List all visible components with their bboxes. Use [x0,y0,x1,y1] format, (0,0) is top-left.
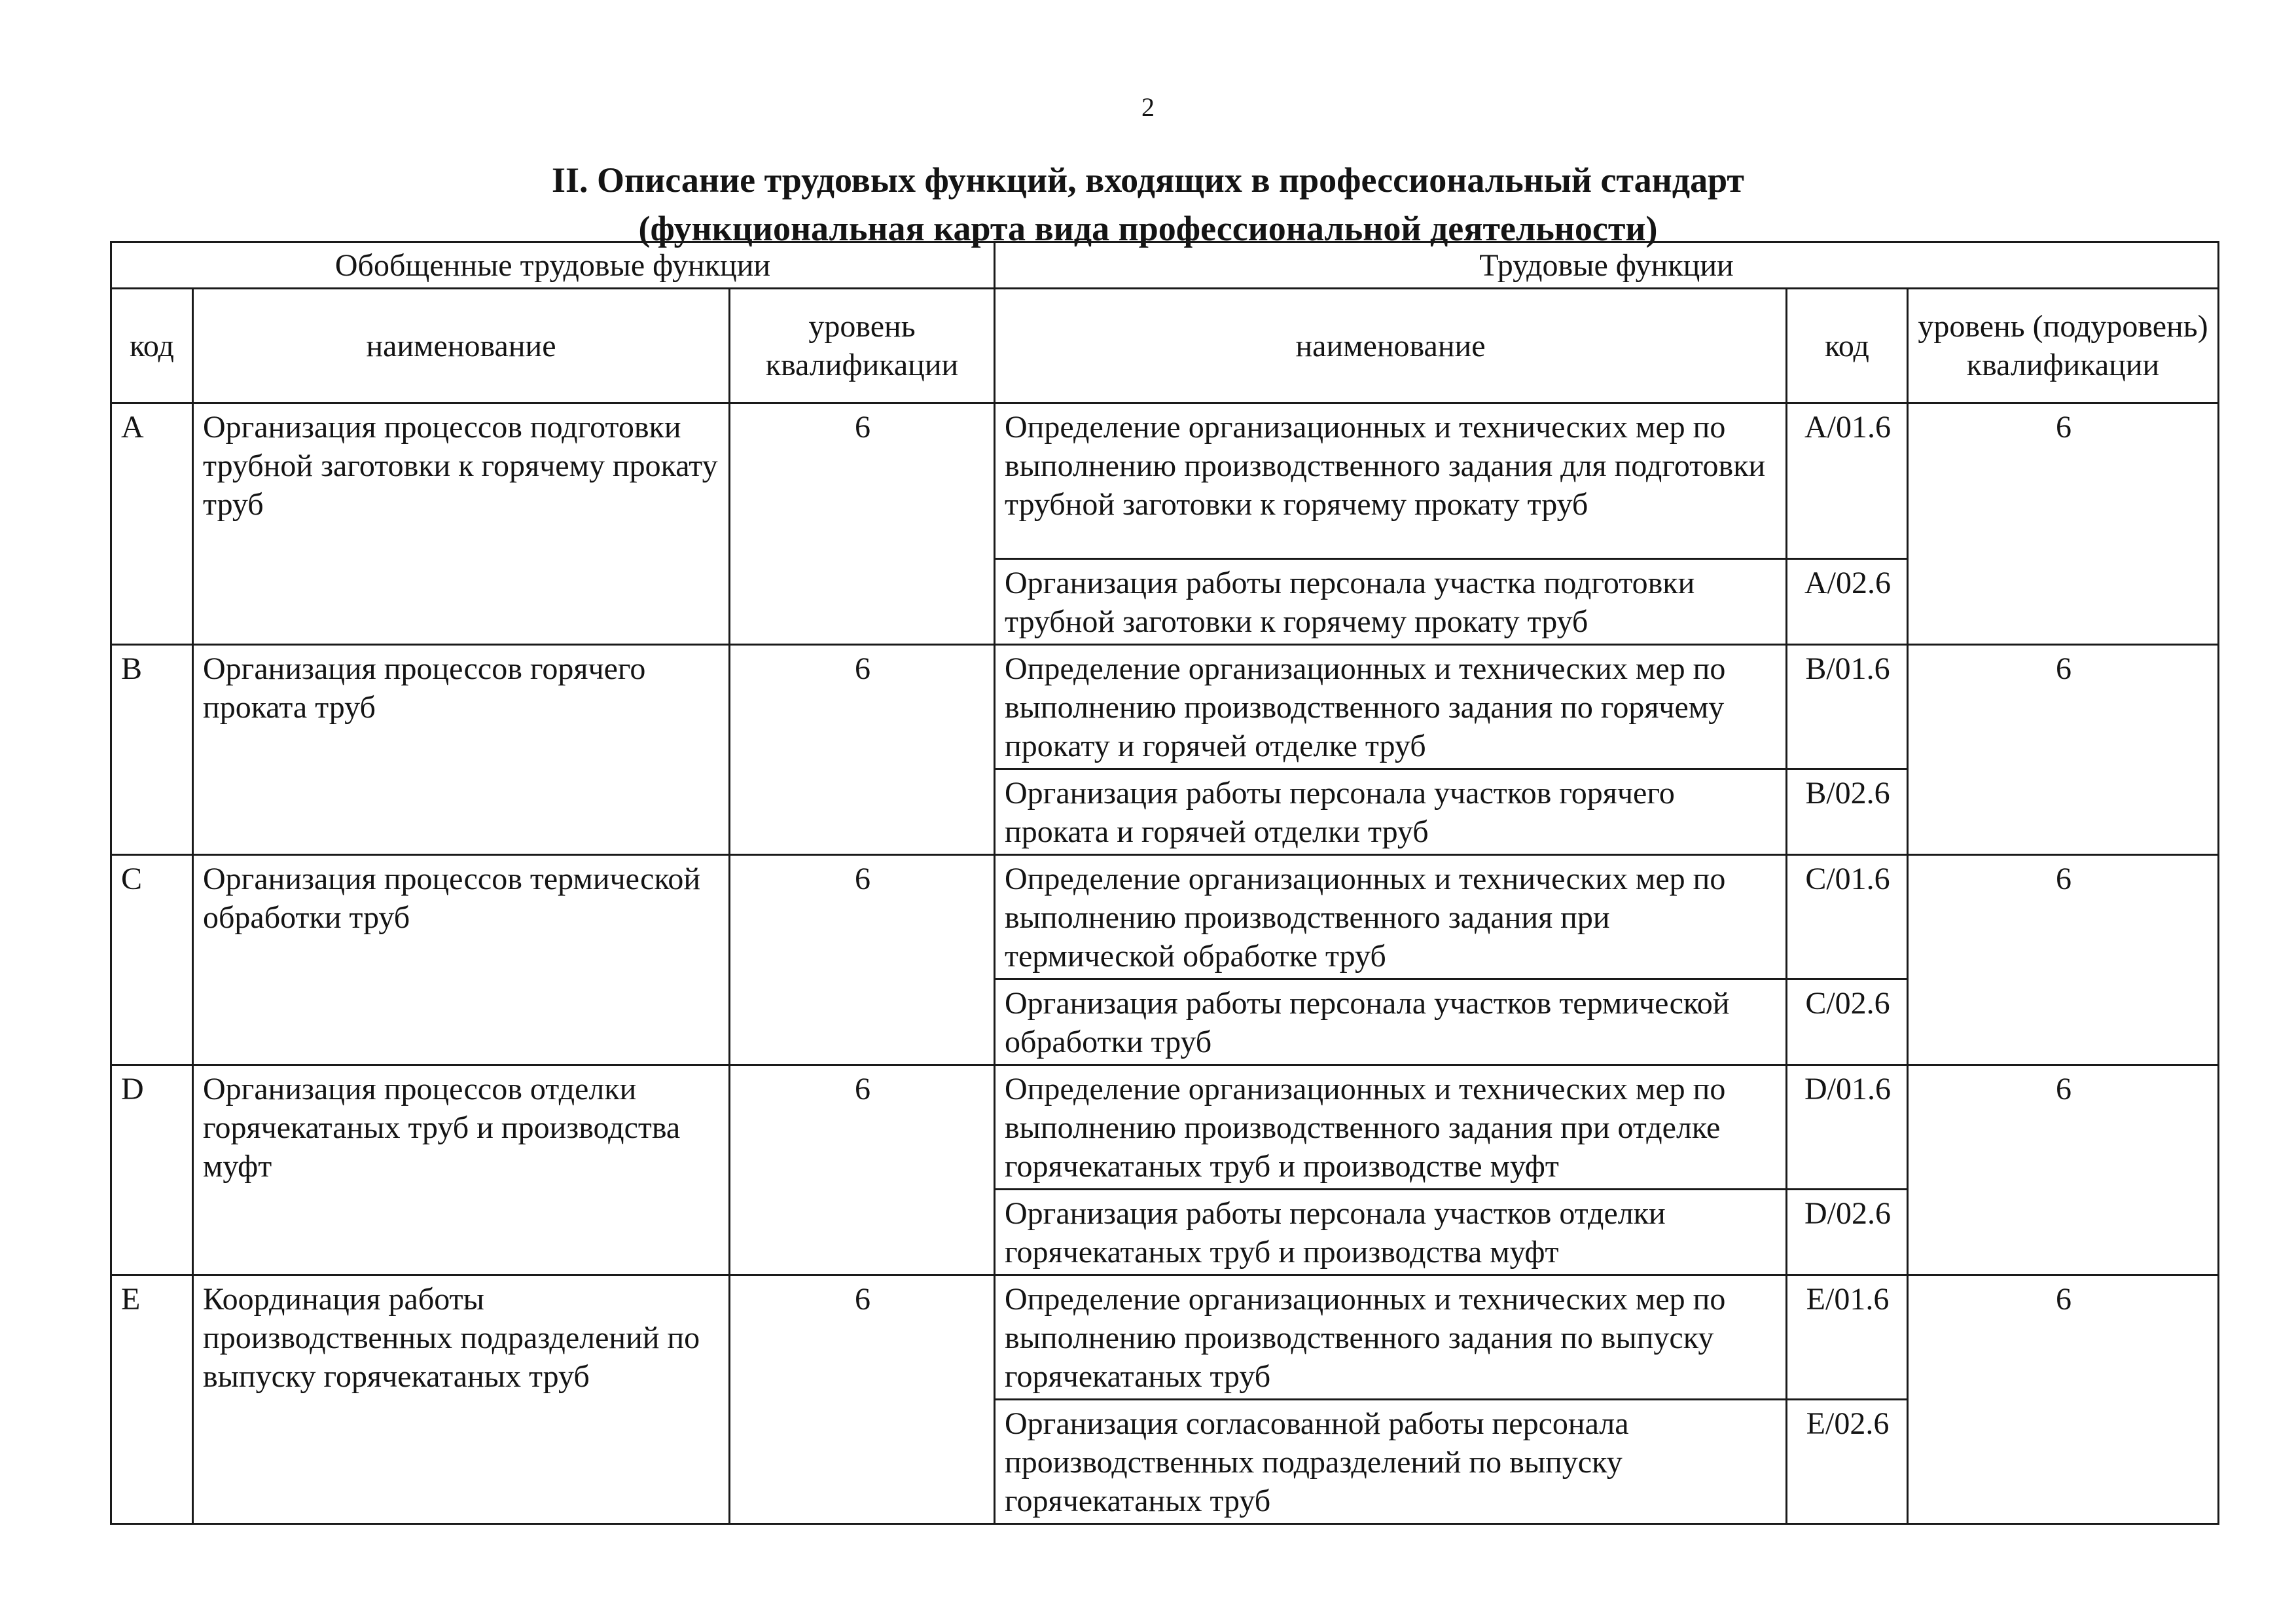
column-header-row [111,289,2219,403]
gen-function-code: C [111,855,193,1065]
labor-function-code: D/02.6 [1787,1190,1908,1275]
labor-function-code: B/01.6 [1787,645,1908,769]
table-row [111,403,2219,559]
gen-function-code: A [111,403,193,645]
generalized-functions-header: Обобщенные трудовые функции [111,242,995,289]
labor-function-code: E/02.6 [1787,1400,1908,1524]
gen-function-name: Организация процессов отделки горячекатаных труб и производства муфт [193,1065,730,1275]
labor-function-level: 6 [1908,403,2219,645]
labor-function-name: Определение организационных и технических мер по выполнению производственного задания по горячему прокату и горячей отделке труб [995,645,1787,769]
labor-function-code: C/02.6 [1787,979,1908,1065]
gen-function-level: 6 [730,1065,995,1275]
labor-function-name: Организация согласованной работы персонала производственных подразделений по выпуску горячекатаных труб [995,1400,1787,1524]
gen-function-name: Координация работы производственных подразделений по выпуску горячекатаных труб [193,1275,730,1524]
gen-function-name: Организация процессов подготовки трубной заготовки к горячему прокату труб [193,403,730,645]
gen-function-level: 6 [730,645,995,855]
labor-function-code: B/02.6 [1787,769,1908,855]
labor-function-name: Организация работы персонала участка подготовки трубной заготовки к горячему прокату труб [995,559,1787,645]
page-title [0,156,2296,253]
title-line-2: (функциональная карта вида профессиональной деятельности) [638,209,1658,248]
labor-function-code: A/01.6 [1787,403,1908,559]
col-header-gen-code: код [111,289,193,403]
gen-function-code: B [111,645,193,855]
title-line-1: II. Описание трудовых функций, входящих в профессиональный стандарт [552,160,1744,200]
labor-function-name: Организация работы персонала участков горячего проката и горячей отделки труб [995,769,1787,855]
group-header-row [111,242,2219,289]
labor-function-level: 6 [1908,855,2219,1065]
gen-function-level: 6 [730,1275,995,1524]
col-header-gen-name: наименование [193,289,730,403]
table-row [111,645,2219,769]
labor-function-name: Организация работы персонала участков термической обработки труб [995,979,1787,1065]
col-header-tf-name: наименование [995,289,1787,403]
gen-function-name: Организация процессов термической обработки труб [193,855,730,1065]
labor-function-name: Определение организационных и технических мер по выполнению производственного задания для подготовки трубной заготовки к горячему прокату труб [995,403,1787,559]
labor-function-name: Определение организационных и технических мер по выполнению производственного задания по выпуску горячекатаных труб [995,1275,1787,1400]
col-header-tf-level: уровень (подуровень) квалификации [1908,289,2219,403]
labor-function-name: Организация работы персонала участков отделки горячекатаных труб и производства муфт [995,1190,1787,1275]
labor-function-level: 6 [1908,1275,2219,1524]
table-row [111,1065,2219,1190]
col-header-gen-level: уровень квалификации [730,289,995,403]
page-number: 2 [1141,92,1155,122]
gen-function-code: E [111,1275,193,1524]
labor-function-level: 6 [1908,645,2219,855]
labor-function-code: E/01.6 [1787,1275,1908,1400]
gen-function-name: Организация процессов горячего проката труб [193,645,730,855]
gen-function-level: 6 [730,403,995,645]
functional-map-table [110,241,2219,1525]
gen-function-code: D [111,1065,193,1275]
labor-functions-header: Трудовые функции [995,242,2219,289]
labor-function-name: Определение организационных и технических мер по выполнению производственного задания при отделке горячекатаных труб и производстве муфт [995,1065,1787,1190]
col-header-tf-code: код [1787,289,1908,403]
labor-function-code: D/01.6 [1787,1065,1908,1190]
labor-function-name: Определение организационных и технических мер по выполнению производственного задания при термической обработке труб [995,855,1787,979]
labor-function-level: 6 [1908,1065,2219,1275]
table-row [111,1275,2219,1400]
gen-function-level: 6 [730,855,995,1065]
labor-function-code: C/01.6 [1787,855,1908,979]
table-row [111,855,2219,979]
labor-function-code: A/02.6 [1787,559,1908,645]
